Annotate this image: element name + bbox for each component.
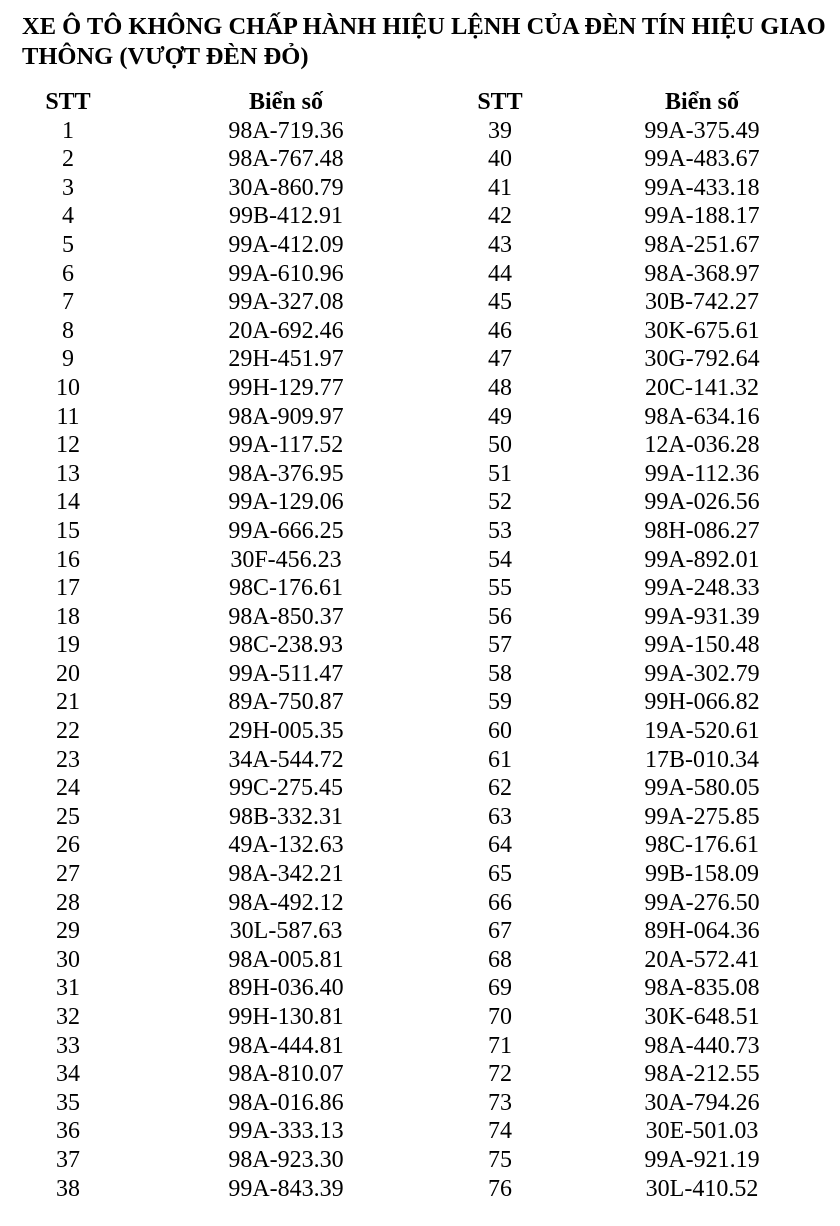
license-plate: 98C-238.93	[229, 632, 343, 659]
row-number: 6	[62, 260, 74, 287]
row-number: 36	[56, 1118, 80, 1145]
license-plate: 30G-792.64	[644, 346, 760, 373]
row-number: 21	[56, 689, 80, 716]
license-plate: 99H-066.82	[644, 689, 760, 716]
row-number: 48	[488, 374, 512, 401]
license-plate: 98C-176.61	[645, 832, 759, 859]
license-plate: 99A-275.85	[644, 803, 760, 830]
license-plate: 20A-692.46	[228, 317, 344, 344]
header-plate-left: Biển số	[248, 89, 323, 115]
license-plate: 30K-648.51	[644, 1004, 760, 1030]
license-plate: 99A-026.56	[644, 489, 760, 516]
license-plate: 99A-117.52	[228, 432, 344, 459]
license-plate: 30L-587.63	[229, 918, 343, 945]
license-plate: 30K-675.61	[644, 317, 760, 344]
license-plate: 99H-130.81	[228, 1004, 344, 1030]
license-plate: 49A-132.63	[228, 832, 344, 859]
license-plate: 99A-327.08	[228, 289, 344, 316]
license-plate: 99A-483.67	[644, 146, 760, 173]
license-plate: 99A-375.49	[644, 117, 760, 144]
license-plate: 99A-112.36	[644, 460, 760, 487]
license-plate: 99A-843.39	[228, 1175, 344, 1202]
row-number: 73	[488, 1089, 512, 1116]
row-number: 43	[488, 231, 512, 258]
row-number: 11	[56, 403, 80, 430]
row-number: 13	[56, 460, 80, 487]
license-plate: 29H-451.97	[228, 346, 344, 373]
license-plate: 30B-742.27	[645, 289, 759, 316]
license-plate: 30A-860.79	[228, 174, 344, 201]
row-number: 32	[56, 1004, 80, 1030]
license-plate: 98B-332.31	[229, 803, 343, 830]
row-number: 3	[62, 174, 74, 201]
row-number: 4	[62, 203, 74, 230]
license-plate: 89A-750.87	[228, 689, 344, 716]
license-plate: 34A-544.72	[228, 746, 344, 773]
license-plate: 99A-666.25	[228, 517, 344, 544]
row-number: 2	[62, 146, 74, 173]
license-plate: 98A-492.12	[228, 889, 344, 916]
license-plate: 98A-005.81	[228, 946, 344, 973]
row-number: 64	[488, 832, 512, 859]
license-plate: 30L-410.52	[645, 1175, 759, 1202]
license-plate: 17B-010.34	[645, 746, 759, 773]
license-plate: 99A-892.01	[644, 546, 760, 573]
row-number: 69	[488, 975, 512, 1002]
row-number: 27	[56, 861, 80, 888]
row-number: 38	[56, 1175, 80, 1202]
license-plate: 12A-036.28	[644, 432, 760, 459]
row-number: 75	[488, 1146, 512, 1173]
license-plate: 99A-511.47	[228, 660, 344, 687]
license-plate: 98A-835.08	[644, 975, 760, 1002]
row-number: 17	[56, 575, 80, 602]
license-plate: 98A-212.55	[644, 1061, 760, 1088]
row-number: 34	[56, 1061, 80, 1088]
license-plate: 99A-302.79	[644, 660, 760, 687]
row-number: 39	[488, 117, 512, 144]
row-number: 71	[488, 1032, 512, 1059]
license-plate: 98A-719.36	[228, 117, 344, 144]
row-number: 24	[56, 775, 80, 802]
license-plate: 99B-158.09	[645, 861, 759, 888]
license-plate: 98A-376.95	[228, 460, 344, 487]
row-number: 31	[56, 975, 80, 1002]
license-plate: 99A-248.33	[644, 575, 760, 602]
row-number: 70	[488, 1004, 512, 1030]
row-number: 23	[56, 746, 80, 773]
license-plate: 20A-572.41	[644, 946, 760, 973]
row-number: 60	[488, 718, 512, 745]
license-plate: 89H-064.36	[644, 918, 760, 945]
row-number: 7	[62, 289, 74, 316]
row-number: 20	[56, 660, 80, 687]
row-number: 55	[488, 575, 512, 602]
row-number: 52	[488, 489, 512, 516]
row-number: 14	[56, 489, 80, 516]
row-number: 35	[56, 1089, 80, 1116]
header-plate-right: Biển số	[664, 89, 739, 115]
plate-table	[0, 88, 840, 1203]
row-number: 63	[488, 803, 512, 830]
license-plate: 30E-501.03	[645, 1118, 759, 1145]
row-number: 15	[56, 517, 80, 544]
license-plate: 98A-444.81	[228, 1032, 344, 1059]
license-plate: 30F-456.23	[230, 546, 342, 573]
license-plate: 98A-767.48	[228, 146, 344, 173]
row-number: 1	[62, 117, 74, 144]
row-number: 59	[488, 689, 512, 716]
row-number: 8	[62, 317, 74, 344]
row-number: 47	[488, 346, 512, 373]
row-number: 65	[488, 861, 512, 888]
license-plate: 98H-086.27	[644, 517, 760, 544]
header-stt-left: STT	[45, 89, 91, 115]
page-title: XE Ô TÔ KHÔNG CHẤP HÀNH HIỆU LỆNH CỦA ĐÈN TÍN HIỆU GIAO THÔNG (VƯỢT ĐÈN ĐỎ)	[22, 13, 826, 70]
license-plate: 30A-794.26	[644, 1089, 760, 1116]
row-number: 53	[488, 517, 512, 544]
row-number: 56	[488, 603, 512, 630]
row-number: 19	[56, 632, 80, 659]
row-number: 62	[488, 775, 512, 802]
license-plate: 19A-520.61	[644, 718, 760, 745]
license-plate: 29H-005.35	[228, 718, 344, 745]
row-number: 12	[56, 432, 80, 459]
row-number: 45	[488, 289, 512, 316]
row-number: 49	[488, 403, 512, 430]
row-number: 37	[56, 1146, 80, 1173]
license-plate: 98A-634.16	[644, 403, 760, 430]
license-plate: 98A-016.86	[228, 1089, 344, 1116]
license-plate: 99A-433.18	[644, 174, 760, 201]
row-number: 10	[56, 374, 80, 401]
row-number: 44	[488, 260, 512, 287]
license-plate: 99A-610.96	[228, 260, 344, 287]
row-number: 40	[488, 146, 512, 173]
row-number: 33	[56, 1032, 80, 1059]
license-plate: 99A-129.06	[228, 489, 344, 516]
row-number: 42	[488, 203, 512, 230]
license-plate: 99A-580.05	[644, 775, 760, 802]
row-number: 46	[488, 317, 512, 344]
row-number: 41	[488, 174, 512, 201]
row-number: 28	[56, 889, 80, 916]
row-number: 51	[488, 460, 512, 487]
license-plate: 98A-368.97	[644, 260, 760, 287]
row-number: 66	[488, 889, 512, 916]
row-number: 9	[62, 346, 74, 373]
license-plate: 99A-188.17	[644, 203, 760, 230]
row-number: 30	[56, 946, 80, 973]
license-plate: 98A-440.73	[644, 1032, 760, 1059]
row-number: 26	[56, 832, 80, 859]
row-number: 54	[488, 546, 512, 573]
license-plate: 20C-141.32	[645, 374, 759, 401]
license-plate: 99A-921.19	[644, 1146, 760, 1173]
license-plate: 99B-412.91	[229, 203, 343, 230]
license-plate: 89H-036.40	[228, 975, 344, 1002]
row-number: 18	[56, 603, 80, 630]
row-number: 57	[488, 632, 512, 659]
row-number: 68	[488, 946, 512, 973]
row-number: 22	[56, 718, 80, 745]
row-number: 74	[488, 1118, 512, 1145]
license-plate: 98C-176.61	[229, 575, 343, 602]
license-plate: 99A-150.48	[644, 632, 760, 659]
row-number: 25	[56, 803, 80, 830]
license-plate: 99H-129.77	[228, 374, 344, 401]
license-plate: 99C-275.45	[229, 775, 343, 802]
license-plate: 98A-251.67	[644, 231, 760, 258]
license-plate: 98A-909.97	[228, 403, 344, 430]
license-plate: 98A-850.37	[228, 603, 344, 630]
row-number: 29	[56, 918, 80, 945]
row-number: 50	[488, 432, 512, 459]
row-number: 76	[488, 1175, 512, 1202]
row-number: 72	[488, 1061, 512, 1088]
license-plate: 98A-923.30	[228, 1146, 344, 1173]
row-number: 58	[488, 660, 512, 687]
license-plate: 99A-412.09	[228, 231, 344, 258]
license-plate: 99A-333.13	[228, 1118, 344, 1145]
row-number: 5	[62, 231, 74, 258]
row-number: 16	[56, 546, 80, 573]
row-number: 67	[488, 918, 512, 945]
license-plate: 99A-931.39	[644, 603, 760, 630]
row-number: 61	[488, 746, 512, 773]
license-plate: 98A-810.07	[228, 1061, 344, 1088]
license-plate: 98A-342.21	[228, 861, 344, 888]
header-stt-right: STT	[477, 89, 523, 115]
license-plate: 99A-276.50	[644, 889, 760, 916]
